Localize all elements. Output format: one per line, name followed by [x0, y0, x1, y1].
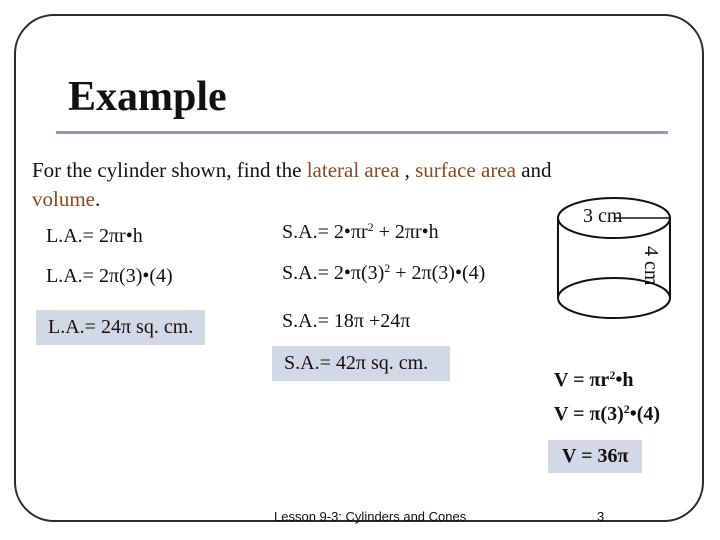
sa-sub-b: + 2π(3)•(4): [390, 262, 486, 284]
intro-end: .: [95, 187, 101, 211]
vol-sub-b: •(4): [629, 403, 661, 425]
sa-formula-exp: 2: [367, 220, 374, 234]
intro-sep-2: and: [515, 158, 552, 182]
height-label: 4 cm: [640, 246, 662, 286]
sa-answer: S.A.= 42π sq. cm.: [272, 346, 450, 381]
sa-formula-a: S.A.= 2•πr: [282, 221, 368, 243]
sa-sub-a: S.A.= 2•π(3): [282, 262, 385, 284]
intro-text: For the cylinder shown, find the: [32, 158, 307, 182]
vol-formula-exp: 2: [609, 368, 616, 382]
sa-simplified: S.A.= 18π +24π: [282, 310, 411, 332]
term-volume: volume: [32, 187, 95, 211]
page-number: 3: [597, 509, 605, 524]
term-surface-area: surface area: [415, 158, 516, 182]
intro-sep-1: ,: [399, 158, 416, 182]
vol-sub-exp: 2: [623, 402, 630, 416]
radius-label: 3 cm: [583, 205, 623, 227]
la-formula: L.A.= 2πr•h: [46, 225, 143, 247]
volume-answer: V = 36π: [548, 440, 642, 473]
slide-title: Example: [68, 74, 227, 120]
la-answer: L.A.= 24π sq. cm.: [36, 310, 205, 345]
vol-formula-b: •h: [615, 369, 634, 391]
vol-formula-a: V = πr: [554, 369, 610, 391]
term-lateral-area: lateral area: [306, 158, 400, 182]
sa-formula-b: + 2πr•h: [373, 221, 439, 243]
footer-lesson: Lesson 9-3: Cylinders and Cones: [274, 509, 467, 524]
sa-sub-exp: 2: [384, 261, 391, 275]
la-substitution: L.A.= 2π(3)•(4): [46, 265, 173, 287]
vol-sub-a: V = π(3): [554, 403, 624, 425]
